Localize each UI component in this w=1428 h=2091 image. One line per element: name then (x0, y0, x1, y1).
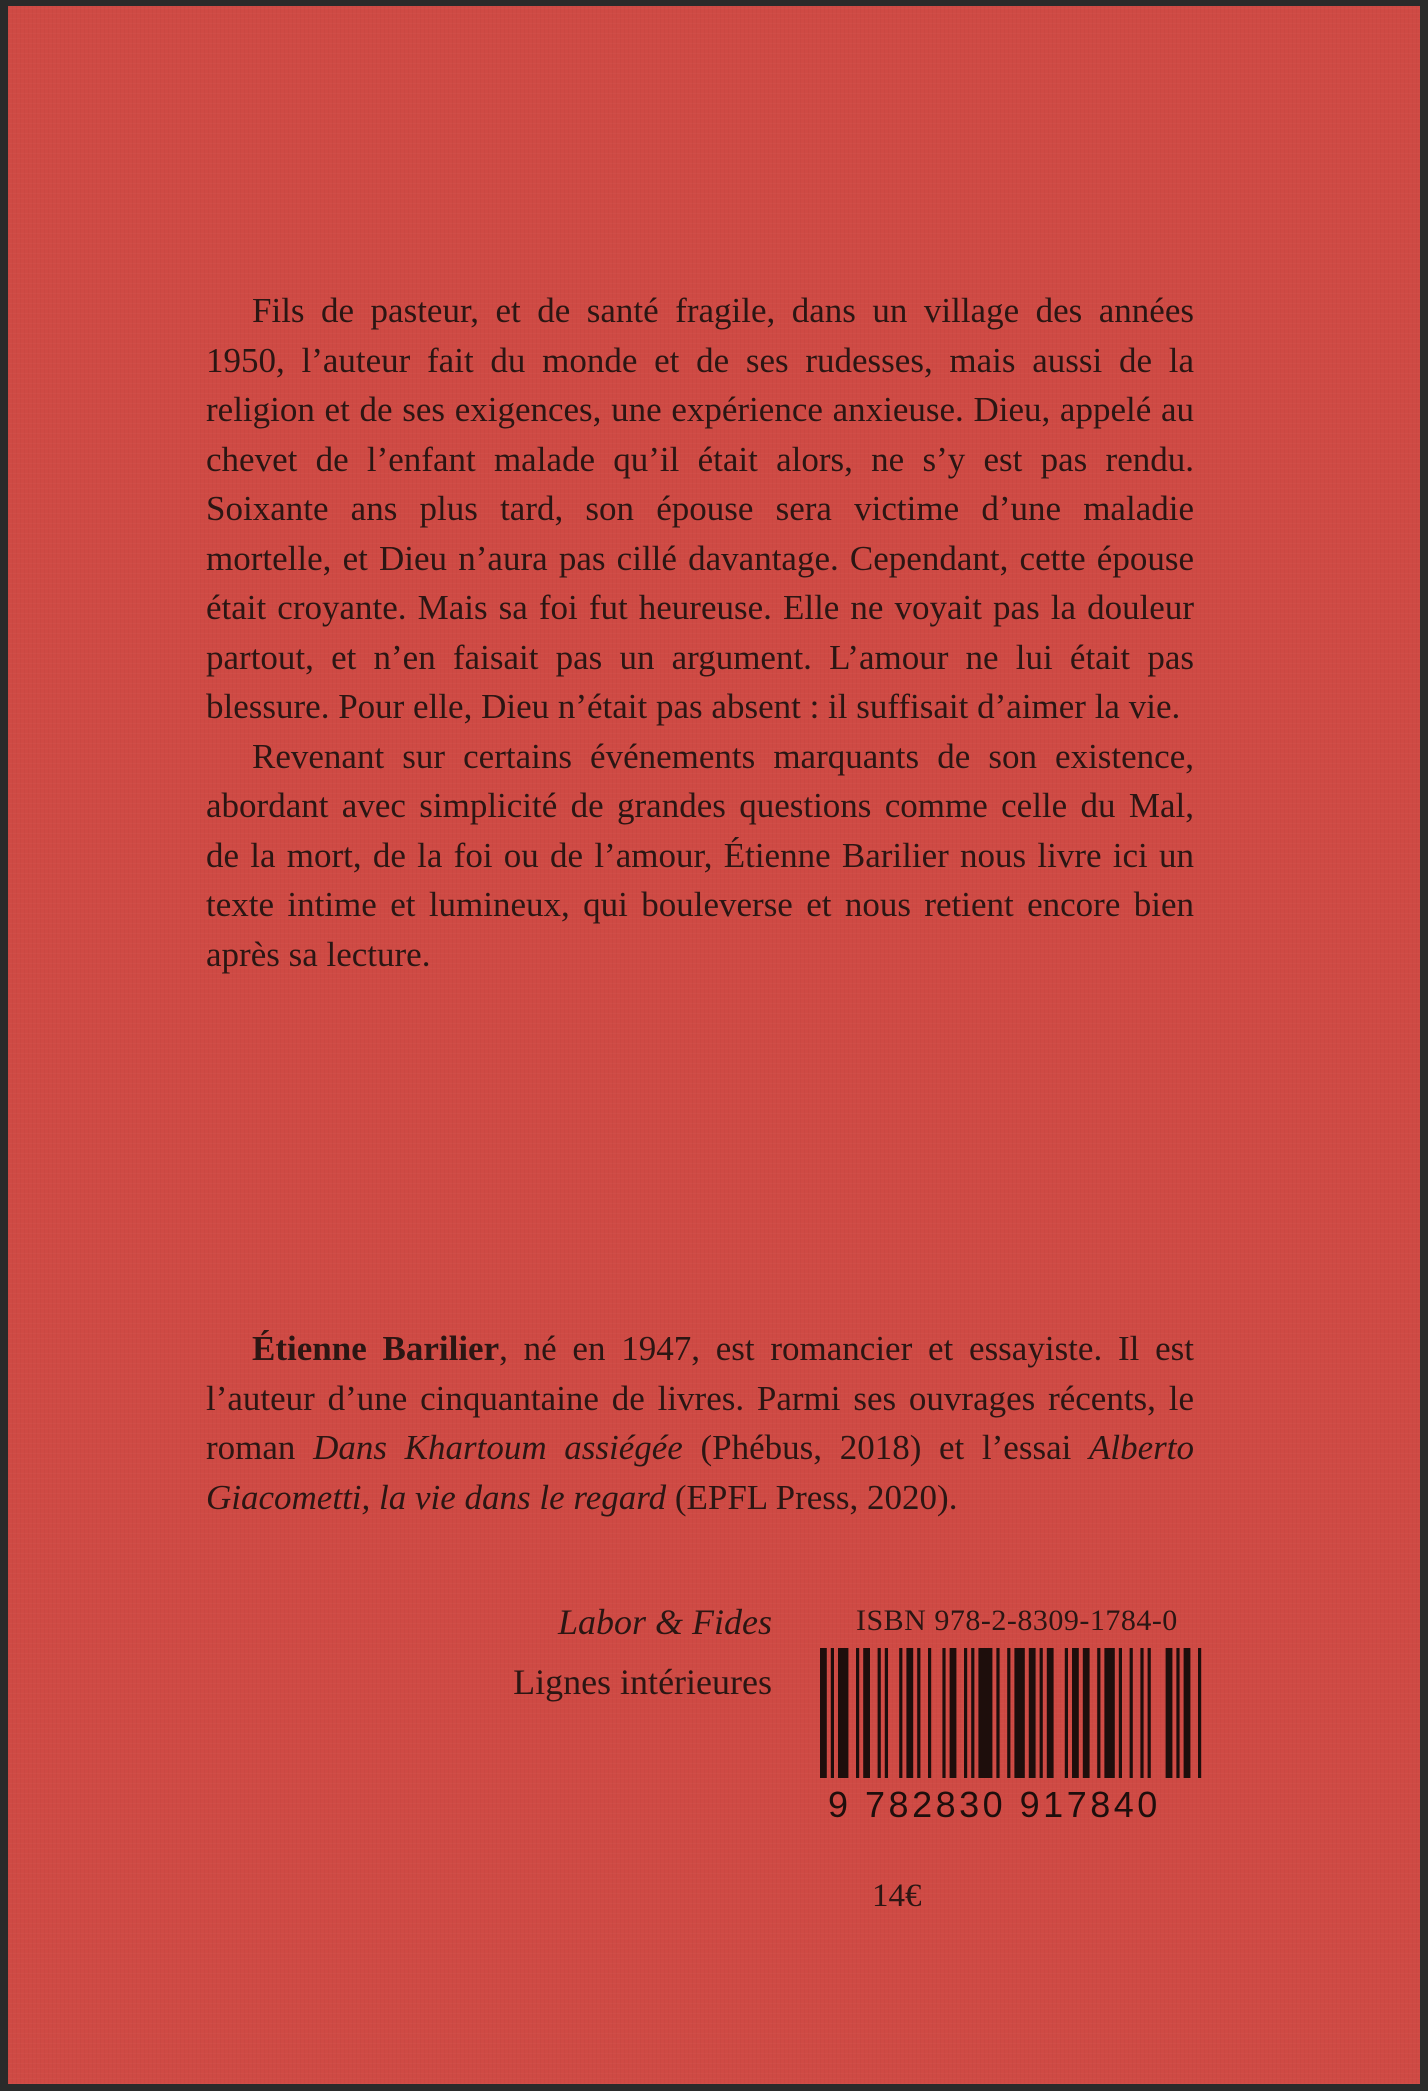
barcode-bar (1083, 1648, 1090, 1778)
barcode-bar (1014, 1648, 1024, 1778)
barcode-bar (1130, 1648, 1133, 1778)
barcode-bar (996, 1648, 999, 1778)
barcode-bar (899, 1648, 902, 1778)
barcode-bar (1007, 1648, 1010, 1778)
barcode-bar (964, 1648, 967, 1778)
barcode-bar (878, 1648, 881, 1778)
barcode-bar (820, 1648, 827, 1778)
barcode-bar (971, 1648, 974, 1778)
barcode-bar (1029, 1648, 1036, 1778)
barcode-digits: 9 782830 917840 (828, 1784, 1161, 1825)
barcode-icon (820, 1648, 1208, 1778)
book-back-cover (8, 6, 1420, 2084)
barcode-bar (942, 1648, 945, 1778)
barcode-bar (950, 1648, 957, 1778)
barcode-bar (1166, 1648, 1173, 1778)
barcode-bar (1040, 1648, 1043, 1778)
author-name: Étienne Barilier (252, 1329, 500, 1368)
collection-name: Lignes intérieures (513, 1662, 772, 1702)
barcode-bar (917, 1648, 920, 1778)
barcode-bar (1072, 1648, 1079, 1778)
barcode-bar (1119, 1648, 1122, 1778)
book-title-1: Dans Khartoum assiégée (313, 1428, 683, 1467)
barcode-bar (863, 1648, 870, 1778)
publisher-block (513, 1599, 772, 1705)
barcode-bar (1065, 1648, 1068, 1778)
book-title-2: Alberto Giacometti, la vie dans le regard (206, 1428, 1194, 1517)
barcode-bar (1140, 1648, 1143, 1778)
barcode-bar (1047, 1648, 1054, 1778)
barcode-bar (1097, 1648, 1100, 1778)
barcode-bar (1104, 1648, 1114, 1778)
barcode-bar (856, 1648, 859, 1778)
barcode-bar (838, 1648, 848, 1778)
barcode-bar (885, 1648, 888, 1778)
blurb-paragraph-1: Fils de pasteur, et de santé fragile, dans un village des années 1950, l’auteur fait du monde et de ses rudesses, mais aussi de la religion et de ses exigences, une expérience anxieuse. Dieu, appelé au chevet de l’enfant malade qu’il était alors, ne s’y est pas rendu. Soixante ans plus tard, son épouse sera victime d’une maladie mortelle, et Dieu n’aura pas cillé davantage. Cependant, cette épouse était croyante. Mais sa foi fut heureuse. Elle ne voyait pas la douleur partout, et n’en faisait pas un argument. L’amour ne lui était pas blessure. Pour elle, Dieu n’était pas absent : il suffisait d’aimer la vie. (206, 291, 1194, 726)
barcode-bar (1148, 1648, 1151, 1778)
bio-text-1: , né en 1947, est romancier et essayiste. Il est l’auteur d’une cinquantaine de livres. Parmi ses ouvrages récents, le roman (206, 1329, 1194, 1467)
barcode-bar (1198, 1648, 1201, 1778)
barcode-bar (906, 1648, 913, 1778)
barcode-bar (1176, 1648, 1179, 1778)
author-bio (206, 1324, 1194, 1522)
barcode-bar (1184, 1648, 1191, 1778)
publisher-name: Labor & Fides (557, 1602, 772, 1642)
price: 14€ (872, 1878, 922, 1914)
barcode-bar (978, 1648, 992, 1778)
blurb-text (206, 286, 1194, 979)
blurb-paragraph-2: Revenant sur certains événements marquants de son existence, abordant avec simplicité de grandes questions comme celle du Mal, de la mort, de la foi ou de l’amour, Étienne Barilier nous livre ici un texte intime et lumineux, qui bouleverse et nous retient encore bien après sa lecture. (206, 736, 1194, 974)
barcode-bar (831, 1648, 834, 1778)
author-bio-paragraph (206, 1324, 1194, 1522)
isbn-label: ISBN 978-2-8309-1784-0 (856, 1604, 1178, 1637)
barcode-bar (928, 1648, 931, 1778)
bio-text-2: (Phébus, 2018) et l’essai (682, 1428, 1090, 1467)
bio-text-3: (EPFL Press, 2020). (666, 1477, 958, 1517)
